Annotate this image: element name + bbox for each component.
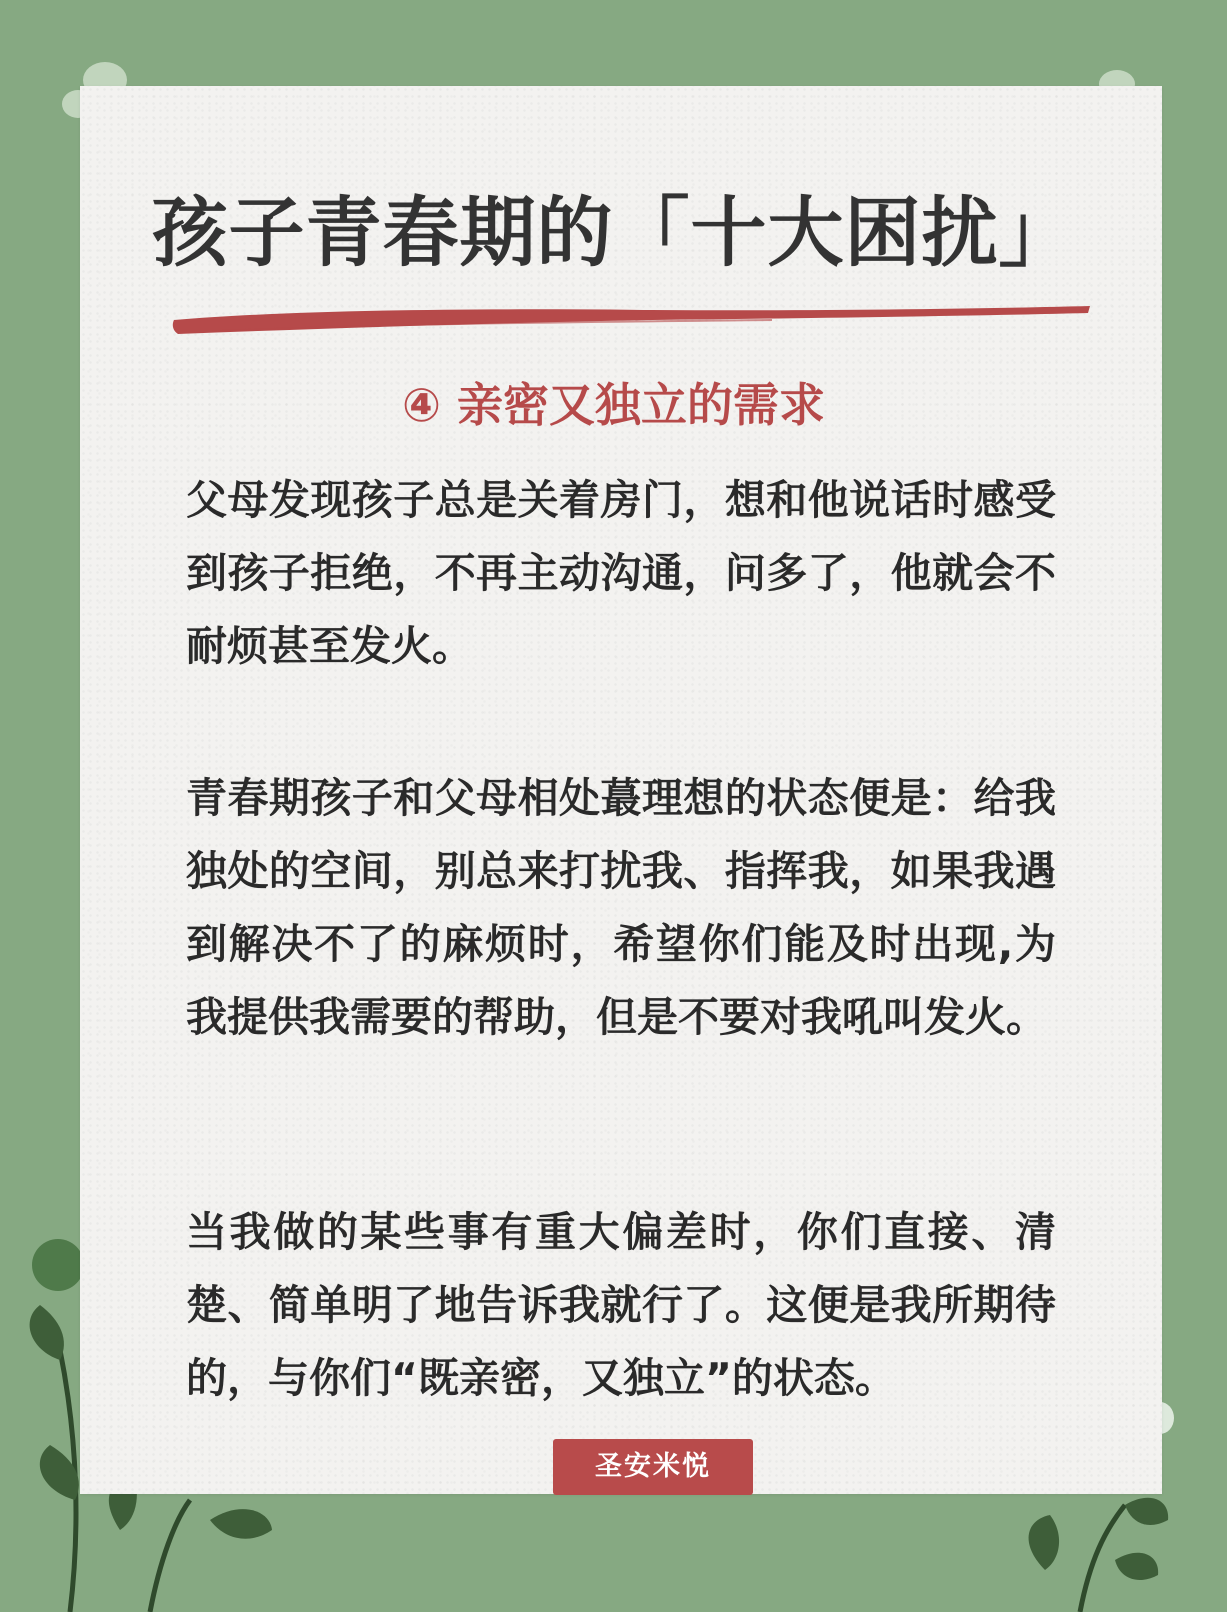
brush-stroke-divider [172, 304, 1092, 338]
section-subtitle: ④ 亲密又独立的需求 [402, 378, 825, 432]
paragraph-3: 当我做的某些事有重大偏差时，你们直接、清楚、简单明了地告诉我就行了。这便是我所期待的，与你们“既亲密，又独立”的状态。 [186, 1208, 1056, 1402]
author-signature-badge: 圣安米悦 [553, 1439, 753, 1495]
paragraph-1: 父母发现孩子总是关着房门，想和他说话时感受到孩子拒绝，不再主动沟通，问多了，他就会不耐烦甚至发火。 [186, 476, 1056, 670]
page-title: 孩子青春期的「十大困扰」 [151, 188, 1076, 277]
paragraph-2: 青春期孩子和父母相处蕞理想的状态便是：给我独处的空间，别总来打扰我、指挥我，如果我遇到解决不了的麻烦时，希望你们能及时出现,为我提供我需要的帮助，但是不要对我吼叫发火。 [186, 774, 1056, 1041]
